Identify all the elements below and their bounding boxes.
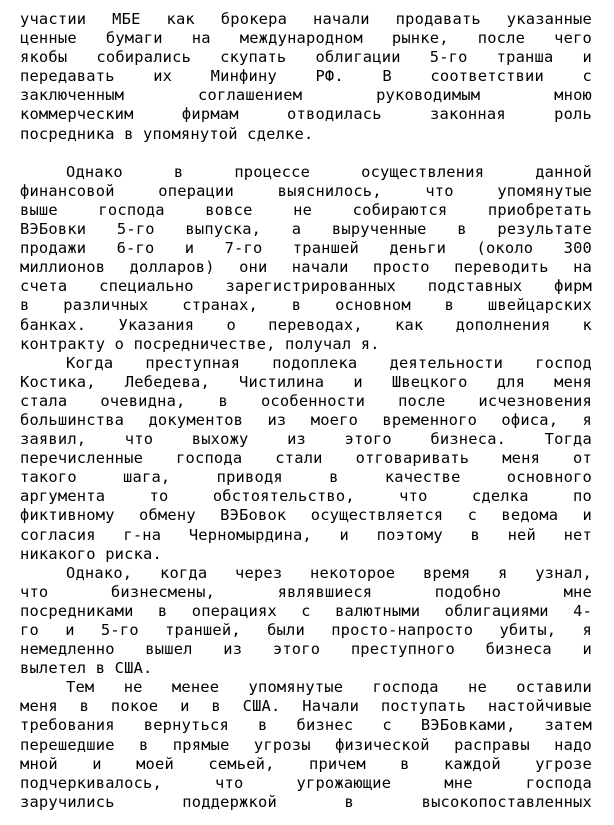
text-line: заручились поддержкой в высокопоставленных (20, 792, 592, 811)
text-line: ценные бумаги на международном рынке, после чего (20, 29, 592, 48)
text-line: Однако, когда через некоторое время я узнал, (66, 563, 592, 582)
text-line: якобы собирались скупать облигации 5-го транша и (20, 48, 592, 67)
text-line: мной и моей семьей, причем в каждой угрозе (20, 754, 592, 773)
text-line: большинства документов из моего временного офиса, я (20, 410, 592, 429)
text-line: го и 5-го траншей, были просто-напросто убиты, я (20, 621, 592, 639)
paragraph-5 (20, 678, 592, 812)
text-line: фиктивному обмену ВЭБовок осуществляется с ведома и (20, 506, 592, 525)
text-line: согласия г-на Черномырдина, и поэтому в ней нет (20, 525, 592, 544)
text-line: продажи 6-го и 7-го траншей деньги (около 300 (20, 239, 592, 258)
text-line: Однако в процессе осуществления данной (66, 162, 592, 181)
text-line: меня в покое и в США. Начали поступать настойчивые (20, 697, 592, 716)
paragraph-2 (20, 163, 592, 354)
paragraph-4 (20, 564, 592, 679)
text-line: передавать их Минфину РФ. В соответствии с (20, 67, 592, 86)
text-line: ВЭБовки 5-го выпуска, а вырученные в результате (20, 220, 592, 239)
text-line: финансовой операции выяснилось, что упомянутые (20, 181, 592, 200)
text-line: аргумента то обстоятельство, что сделка по (20, 487, 592, 506)
paragraph-3 (20, 354, 592, 564)
text-line: заключенным соглашением руководимым мною (20, 86, 592, 105)
text-line: вылетел в США. (20, 659, 153, 678)
text-line: контракту о посредничестве, получал я. (20, 334, 380, 353)
text-line: Костика, Лебедева, Чистилина и Швецкого для меня (20, 372, 592, 391)
text-line: посредниками в операциях с валютными облигациями 4- (20, 601, 592, 620)
text-line: посредника в упомянутой сделке. (20, 124, 314, 143)
text-line: банках. Указания о переводах, как дополнения к (20, 315, 592, 334)
text-line: перешедшие в прямые угрозы физической расправы надо (20, 735, 592, 754)
text-line: подчеркивалось, что угрожающие мне господа (20, 773, 592, 792)
text-line: стала очевидна, в особенности после исчезновения (20, 391, 592, 410)
text-line: немедленно вышел из этого преступного бизнеса и (20, 640, 592, 659)
text-line: в различных странах, в основном в швейцарских (20, 296, 592, 315)
text-line: заявил, что выхожу из этого бизнеса. Тогда (20, 430, 592, 449)
paragraph-1 (20, 10, 592, 144)
text-line: выше господа вовсе не собираются приобретать (20, 200, 592, 219)
text-line: Тем не менее упомянутые господа не оставили (66, 678, 592, 697)
text-line: участии МБЕ как брокера начали продавать указанные (20, 10, 592, 28)
text-line: Когда преступная подоплека деятельности господ (66, 353, 592, 372)
text-line: миллионов долларов) они начали просто переводить на (20, 258, 592, 277)
document-page (20, 10, 592, 812)
text-line: требования вернуться в бизнес с ВЭБовками, затем (20, 716, 592, 735)
text-line: никакого риска. (20, 544, 162, 563)
text-line: счета специально зарегистрированных подставных фирм (20, 277, 592, 296)
text-line: что бизнесмены, являвшиеся подобно мне (20, 582, 592, 601)
text-line: перечисленные господа стали отговаривать меня от (20, 449, 592, 468)
text-line: такого шага, приводя в качестве основного (20, 468, 592, 487)
text-line: коммерческим фирмам отводилась законная роль (20, 105, 592, 124)
